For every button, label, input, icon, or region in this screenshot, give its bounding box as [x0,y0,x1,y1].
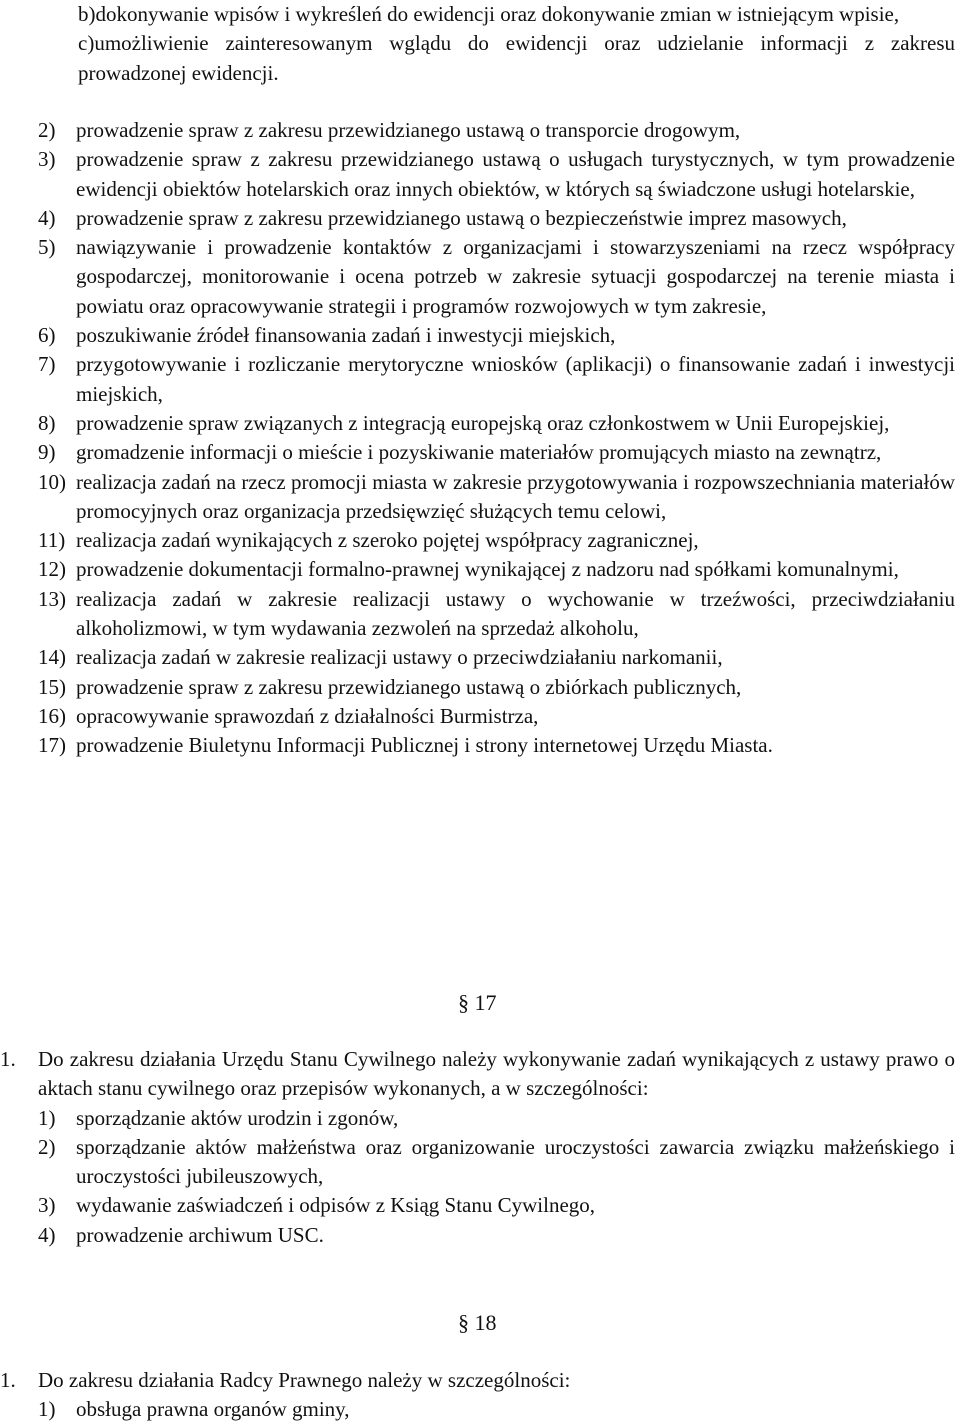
section-17-items [38,1104,955,1250]
section-17-title: § 17 [458,990,497,1015]
list-item-number: 14) [38,645,66,670]
section-18-items [38,1395,955,1424]
list-item-text: prowadzenie spraw z zakresu przewidzianego ustawą o usługach turystycznych, w tym prowadzenie ewidencji obiektów hotelarskich oraz innych obiektów, w których są świadczone usługi hotelarskie, [76,147,955,201]
list-item-number: 4) [38,1222,56,1247]
list-item-text: prowadzenie archiwum USC. [76,1222,324,1247]
list-item [38,350,955,409]
list-item [38,438,955,467]
list-item [38,526,955,555]
list-item-text: prowadzenie spraw z zakresu przewidzianego ustawą o bezpieczeństwie imprez masowych, [76,205,847,230]
list-item-number: 4) [38,205,56,230]
list-item-text: obsługa prawna organów gminy, [76,1397,350,1422]
list-item-text: prowadzenie spraw z zakresu przewidzianego ustawą o zbiórkach publicznych, [76,674,742,699]
list-item [38,145,955,204]
list-item-number: 9) [38,440,56,465]
list-item [38,233,955,321]
list-item-number: 10) [38,469,66,494]
list-item-text: realizacja zadań w zakresie realizacji ustawy o wychowanie w trzeźwości, przeciwdziałaniu alkoholizmowi, w tym wydawania zezwoleń na sprzedaż alkoholu, [76,586,955,641]
list-item-text: nawiązywanie i prowadzenie kontaktów z organizacjami i stowarzyszeniami na rzecz współpracy gospodarczej, monitorowanie i ocena potrzeb w zakresie sytuacji gospodarczej na terenie miasta i powiatu oraz opracowywanie strategii i programów rozwojowych w tym zakresie, [76,235,955,318]
paragraph-number: 1. [0,1047,16,1071]
list-item [38,555,955,584]
list-item-number: 3) [38,1193,56,1218]
list-item-number: 1) [38,1397,56,1422]
list-item-number: 3) [38,147,56,172]
subitem-c: c)umożliwienie zainteresowanym wglądu do ewidencji oraz udzielanie informacji z zakresu prowadzonej ewidencji. [78,31,955,85]
paragraph-text: Do zakresu działania Urzędu Stanu Cywilnego należy wykonywanie zadań wynikających z ustawy prawo o aktach stanu cywilnego oraz przepisów wykonanych, a w szczególności: [38,1047,955,1101]
list-item-text: realizacja zadań na rzecz promocji miasta w zakresie przygotowywania i rozpowszechniania materiałów promocyjnych oraz organizacja przedsięwzięć służących temu celowi, [76,469,955,523]
list-item-number: 12) [38,557,66,582]
list-item [38,409,955,438]
list-item [38,1191,955,1220]
list-item [38,1395,955,1424]
list-item-text: prowadzenie Biuletynu Informacji Publicznej i strony internetowej Urzędu Miasta. [76,733,773,758]
list-item-text: opracowywanie sprawozdań z działalności Burmistrza, [76,703,539,728]
list-item-number: 15) [38,674,66,699]
list-item-number: 1) [38,1105,56,1130]
task-list [38,116,955,761]
list-item-number: 5) [38,235,56,260]
list-item-text: prowadzenie spraw z zakresu przewidzianego ustawą o transporcie drogowym, [76,118,741,142]
list-item [38,702,955,731]
list-item [38,468,955,527]
list-item [38,1221,955,1250]
list-item-number: 2) [38,118,56,142]
list-item [38,673,955,702]
list-item [38,585,955,644]
list-item-text: sporządzanie aktów małżeństwa oraz organizowanie uroczystości zawarcia związku małżeńskiego i uroczystości jubileuszowych, [76,1134,955,1189]
list-item-text: realizacja zadań w zakresie realizacji ustawy o przeciwdziałaniu narkomanii, [76,645,723,670]
paragraph-1 [0,1045,955,1104]
list-item-number: 2) [38,1134,56,1159]
list-item-text: poszukiwanie źródeł finansowania zadań i inwestycji miejskich, [76,323,616,348]
paragraph-number: 1. [0,1368,16,1392]
list-item [38,1133,955,1192]
continuation-items [78,0,955,88]
list-item [38,116,955,145]
list-item-number: 8) [38,410,56,435]
section-18-title: § 18 [458,1310,497,1335]
section-17 [0,1045,955,1250]
list-item [38,643,955,672]
list-item-text: prowadzenie dokumentacji formalno-prawnej wynikającej z nadzoru nad spółkami komunalnymi, [76,557,899,582]
section-18 [0,1366,955,1425]
list-item-number: 11) [38,528,66,553]
list-item-text: realizacja zadań wynikających z szeroko pojętej współpracy zagranicznej, [76,528,699,553]
list-item-text: przygotowywanie i rozliczanie merytoryczne wniosków (aplikacji) o finansowanie zadań i inwestycji miejskich, [76,352,955,406]
list-item-number: 13) [38,586,66,611]
list-item-number: 6) [38,323,56,348]
list-item-text: sporządzanie aktów urodzin i zgonów, [76,1105,399,1130]
list-item-text: gromadzenie informacji o mieście i pozyskiwanie materiałów promujących miasto na zewnątrz, [76,440,882,465]
list-item-number: 16) [38,703,66,728]
list-item [38,1104,955,1133]
list-item [38,204,955,233]
paragraph-text: Do zakresu działania Radcy Prawnego należy w szczególności: [38,1368,571,1392]
list-item-number: 7) [38,352,56,377]
list-item [38,321,955,350]
list-item [38,731,955,760]
list-item-text: prowadzenie spraw związanych z integracją europejską oraz członkostwem w Unii Europejskiej, [76,410,890,435]
paragraph-1 [0,1366,955,1395]
list-item-number: 17) [38,733,66,758]
subitem-b: b)dokonywanie wpisów i wykreśleń do ewidencji oraz dokonywanie zmian w istniejącym wpisie, [78,2,900,26]
list-item-text: wydawanie zaświadczeń i odpisów z Ksiąg Stanu Cywilnego, [76,1193,596,1218]
